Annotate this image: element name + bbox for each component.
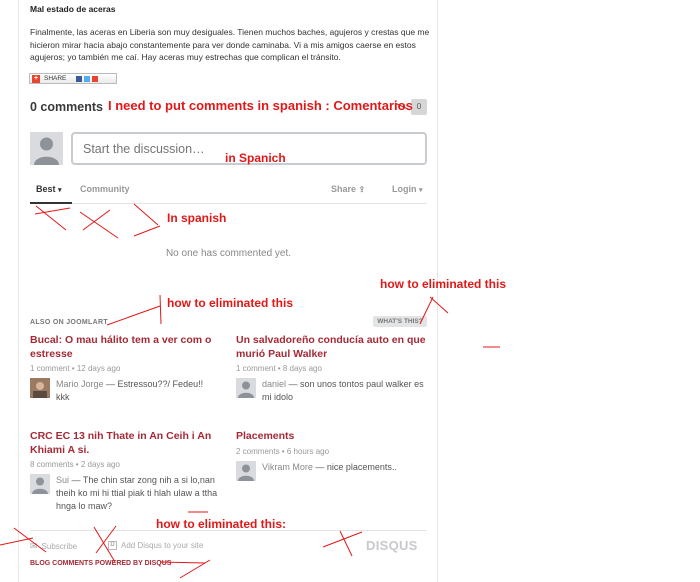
recommendation-meta: 2 comments • 6 hours ago: [236, 446, 330, 456]
social-icons: [76, 76, 98, 82]
annotation-in-spanish: In spanish: [167, 211, 227, 225]
comment-author[interactable]: Sui: [56, 475, 70, 485]
powered-by-link[interactable]: BLOG COMMENTS POWERED BY DISQUS: [30, 560, 172, 567]
whats-this-button[interactable]: WHAT'S THIS?: [373, 316, 427, 327]
avatar-photo-icon: [30, 378, 50, 398]
notification-badge[interactable]: 0: [411, 99, 427, 115]
share-link-label: Share: [331, 184, 357, 194]
avatar-silhouette-icon: [236, 461, 256, 481]
recommendation-card: [236, 430, 431, 481]
avatar-silhouette-icon: [236, 378, 256, 398]
share-button[interactable]: [29, 73, 117, 84]
recommendation-card: [30, 334, 225, 404]
comment-count: 0 comments: [30, 100, 103, 114]
recommendation-meta: 8 comments • 2 days ago: [30, 460, 120, 469]
article-title: Mal estado de aceras: [30, 4, 116, 14]
login-menu[interactable]: [392, 184, 423, 194]
twitter-icon: [84, 76, 90, 82]
tab-best-label: Best: [36, 184, 56, 194]
recommendation-comment: [56, 378, 216, 404]
comment-text: — The chin star zong nih a si lo,nan theih ko mi hi ttial piak ti hlah ulaw a ttha hnga lo maw?: [56, 475, 218, 511]
social-icon: [92, 76, 98, 82]
user-avatar: [30, 132, 63, 165]
avatar[interactable]: [236, 378, 256, 398]
add-disqus-label: Add Disqus to your site: [121, 541, 204, 550]
recommendation-title[interactable]: Bucal: O mau hálito tem a ver com o estresse: [30, 334, 212, 360]
also-on-label: ALSO ON JOOMLART: [30, 319, 108, 326]
disqus-d-icon: D: [108, 541, 117, 550]
annotation-eliminate-2: how to eliminated this: [380, 277, 507, 291]
comment-author[interactable]: Vikram More: [262, 461, 313, 472]
empty-comments-message: No one has commented yet.: [165, 248, 292, 259]
share-icon: ⇪: [358, 185, 366, 194]
annotation-eliminate-1: how to eliminated this: [167, 296, 294, 310]
recommendation-card: [236, 334, 431, 404]
comment-text: — Estressou??/ Fedeu!! kkk: [56, 379, 204, 402]
avatar-silhouette-icon: [30, 474, 50, 494]
recommendation-title[interactable]: Placements: [236, 430, 295, 442]
chevron-down-icon: ▾: [419, 187, 423, 194]
add-disqus-link[interactable]: [108, 541, 203, 550]
sort-tabs: [30, 180, 427, 204]
subscribe-link[interactable]: [30, 541, 77, 552]
annotation-eliminate-3: how to eliminated this:: [156, 517, 287, 531]
article-body: Finalmente, las aceras en Liberia son muy desiguales. Tienen muchos baches, agujeros y crestas que me hicieron mirar hacia abajo constantemente para ver donde caminaba. Vi a mis amigos caerse en estos agujeros; yo también me caí. Hay aceras muy estrechas que complican el tránsito.: [30, 27, 430, 62]
envelope-icon: ✉: [30, 541, 38, 551]
chevron-down-icon: ▾: [58, 187, 62, 194]
annotation-comments-spanish: I need to put comments in spanish : Comentarios: [108, 98, 413, 113]
recommendation-title[interactable]: CRC EC 13 nih Thate in An Ceih i An Khiami A si.: [30, 430, 212, 456]
login-label: Login: [392, 184, 417, 194]
disqus-logo[interactable]: DISQUS: [366, 538, 418, 553]
recommendation-meta: 1 comment • 12 days ago: [30, 364, 121, 373]
plus-icon: +: [33, 74, 39, 82]
annotation-in-spanich: in Spanich: [225, 151, 286, 165]
comment-author[interactable]: Mario Jorge: [56, 379, 104, 389]
comment-text: — son unos tontos paul walker es mi idolo: [262, 379, 424, 402]
recommendation-comment: [262, 378, 427, 404]
comment-text: — nice placements..: [312, 461, 397, 472]
active-tab-indicator: [30, 202, 72, 204]
avatar-silhouette-icon: [30, 132, 63, 165]
comment-author[interactable]: daniel: [262, 379, 287, 389]
avatar[interactable]: [30, 474, 50, 494]
share-link[interactable]: [331, 184, 365, 194]
recommendation-comment: [262, 461, 427, 481]
avatar[interactable]: [236, 461, 256, 481]
recommendation-meta: 1 comment • 8 days ago: [236, 364, 322, 373]
facebook-icon: [76, 76, 82, 82]
recommendation-comment: [56, 474, 221, 513]
share-label: SHARE: [44, 75, 67, 82]
subscribe-label: Subscribe: [41, 542, 78, 551]
recommendation-title[interactable]: Un salvadoreño conducía auto en que murió Paul Walker: [236, 334, 426, 360]
recommendation-card: [30, 430, 225, 513]
tab-community[interactable]: Community: [80, 184, 130, 194]
avatar[interactable]: [30, 378, 50, 398]
tab-best[interactable]: [36, 184, 62, 194]
